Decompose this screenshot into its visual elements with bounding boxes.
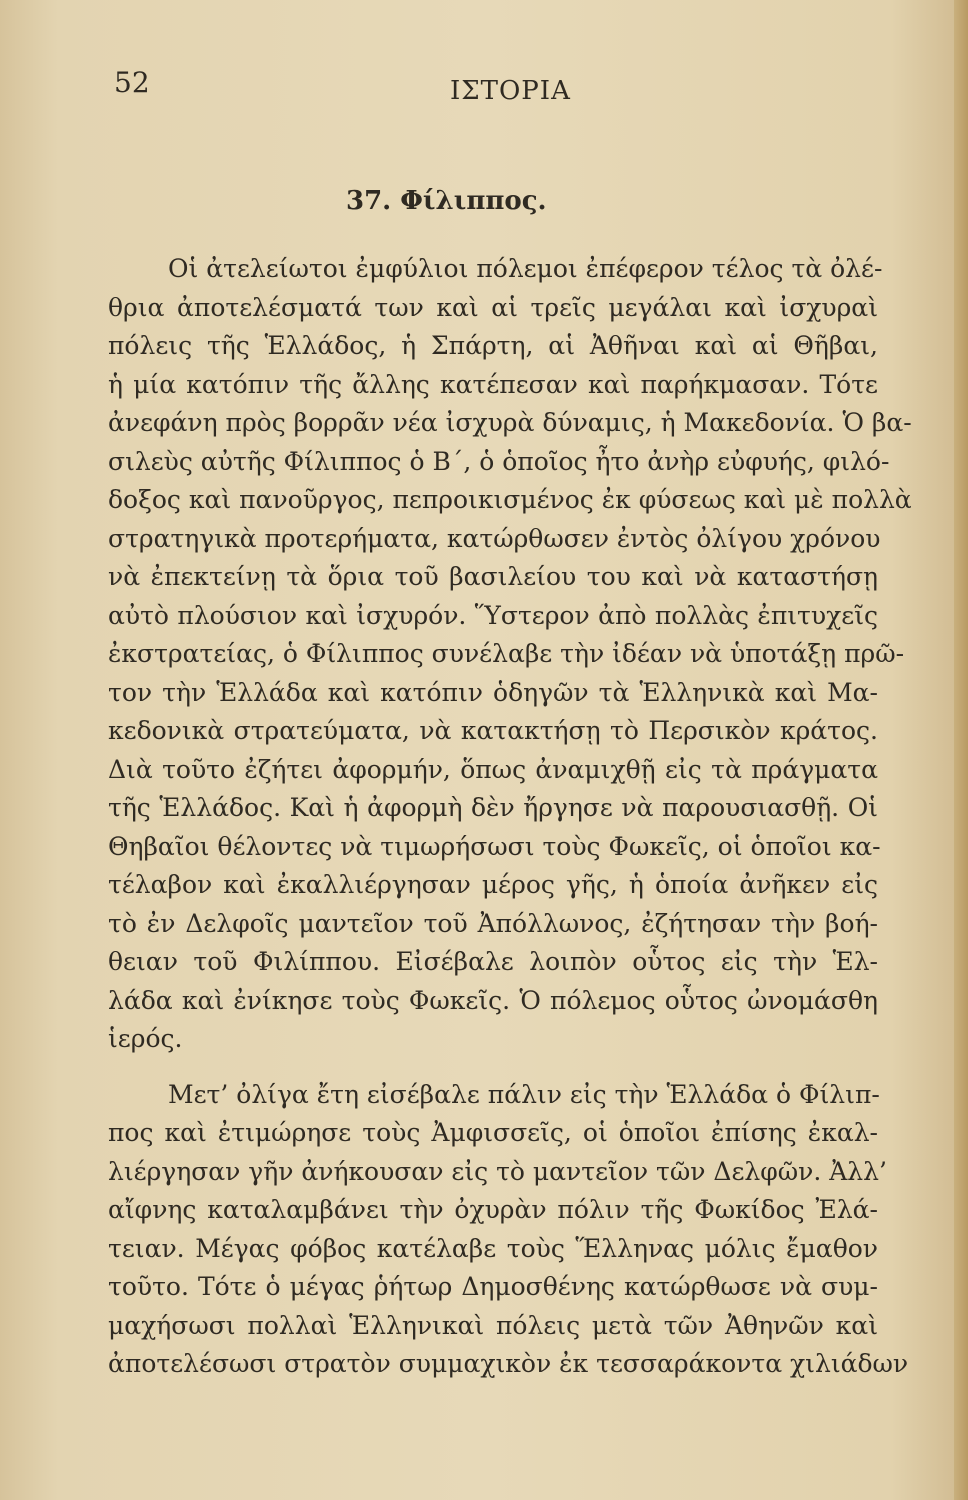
text-line: στρατηγικὰ προτερήματα, κατώρθωσεν ἐντὸς ὀλίγου χρόνου xyxy=(108,523,881,553)
text-line: ἱερός. xyxy=(108,1024,183,1053)
text-line: λάδα καὶ ἐνίκησε τοὺς Φωκεῖς. Ὁ πόλεμος οὗτος ὠνομάσθη xyxy=(108,985,878,1015)
text-line: ἐκστρατείας, ὁ Φίλιππος συνέλαβε τὴν ἰδέαν νὰ ὑποτάξῃ πρῶ- xyxy=(108,639,905,668)
paragraph-1 xyxy=(108,250,912,1059)
text-line: τῆς Ἑλλάδος. Καὶ ἡ ἀφορμὴ δὲν ἤργησε νὰ παρουσιασθῇ. Οἱ xyxy=(108,793,878,822)
text-line: δοξος καὶ πανοῦργος, πεπροικισμένος ἐκ φύσεως καὶ μὲ πολλὰ xyxy=(108,485,912,514)
page-edge xyxy=(954,0,968,1500)
text-line: πόλεις τῆς Ἑλλάδος, ἡ Σπάρτη, αἱ Ἀθῆναι καὶ αἱ Θῆβαι, xyxy=(108,331,878,360)
text-line: σιλεὺς αὐτῆς Φίλιππος ὁ Β΄, ὁ ὁποῖος ἦτο ἀνὴρ εὐφυής, φιλό- xyxy=(108,446,890,476)
text-line: θειαν τοῦ Φιλίππου. Εἰσέβαλε λοιπὸν οὗτος εἰς τὴν Ἑλ- xyxy=(108,947,878,976)
text-line: μαχήσωσι πολλαὶ Ἑλληνικαὶ πόλεις μετὰ τῶν Ἀθηνῶν καὶ xyxy=(108,1310,878,1340)
page-number: 52 xyxy=(114,66,150,99)
text-line: Μετ’ ὀλίγα ἔτη εἰσέβαλε πάλιν εἰς τὴν Ἑλλάδα ὁ Φίλιπ- xyxy=(168,1079,880,1109)
text-line: λιέργησαν γῆν ἀνήκουσαν εἰς τὸ μαντεῖον τῶν Δελφῶν. Ἀλλ’ xyxy=(108,1156,887,1186)
text-line: τειαν. Μέγας φόβος κατέλαβε τοὺς Ἕλληνας μόλις ἔμαθον xyxy=(108,1233,878,1263)
text-line: τὸ ἐν Δελφοῖς μαντεῖον τοῦ Ἀπόλλωνος, ἐζήτησαν τὴν βοή- xyxy=(108,908,878,938)
text-line: τέλαβον καὶ ἐκαλλιέργησαν μέρος γῆς, ἡ ὁποία ἀνῆκεν εἰς xyxy=(108,870,878,899)
text-line: Διὰ τοῦτο ἐζήτει ἀφορμήν, ὅπως ἀναμιχθῇ εἰς τὰ πράγματα xyxy=(108,754,878,784)
text-line: πος καὶ ἐτιμώρησε τοὺς Ἀμφισσεῖς, οἱ ὁποῖοι ἐπίσης ἐκαλ- xyxy=(108,1118,878,1147)
text-line: νὰ ἐπεκτείνῃ τὰ ὅρια τοῦ βασιλείου του καὶ νὰ καταστήσῃ xyxy=(108,562,878,591)
text-line: ἡ μία κατόπιν τῆς ἄλλης κατέπεσαν καὶ παρήκμασαν. Τότε xyxy=(108,369,878,399)
text-line: αὐτὸ πλούσιον καὶ ἰσχυρόν. Ὕστερον ἀπὸ πολλὰς ἐπιτυχεῖς xyxy=(108,600,878,630)
text-line: θρια ἀποτελέσματά των καὶ αἱ τρεῖς μεγάλαι καὶ ἰσχυραὶ xyxy=(108,292,878,322)
section-title: 37. Φίλιππος. xyxy=(346,186,547,216)
running-head: ΙΣΤΟΡΙΑ xyxy=(450,76,571,106)
text-line: τον τὴν Ἑλλάδα καὶ κατόπιν ὁδηγῶν τὰ Ἑλληνικὰ καὶ Μα- xyxy=(108,677,878,707)
text-line: τοῦτο. Τότε ὁ μέγας ῥήτωρ Δημοσθένης κατώρθωσε νὰ συμ- xyxy=(108,1272,878,1301)
body-text xyxy=(108,250,912,1384)
text-line: κεδονικὰ στρατεύματα, νὰ κατακτήσῃ τὸ Περσικὸν κράτος. xyxy=(108,716,878,745)
paragraph-2 xyxy=(108,1076,909,1384)
text-line: ἀνεφάνη πρὸς βορρᾶν νέα ἰσχυρὰ δύναμις, ἡ Μακεδονία. Ὁ βα- xyxy=(108,408,912,437)
text-line: αἴφνης καταλαμβάνει τὴν ὀχυρὰν πόλιν τῆς Φωκίδος Ἐλά- xyxy=(108,1195,878,1224)
text-line: Οἱ ἀτελείωτοι ἐμφύλιοι πόλεμοι ἐπέφερον τέλος τὰ ὀλέ- xyxy=(168,254,883,283)
text-line: Θηβαῖοι θέλοντες νὰ τιμωρήσωσι τοὺς Φωκεῖς, οἱ ὁποῖοι κα- xyxy=(108,831,881,861)
text-line: ἀποτελέσωσι στρατὸν συμμαχικὸν ἐκ τεσσαράκοντα χιλιάδων xyxy=(108,1349,909,1378)
